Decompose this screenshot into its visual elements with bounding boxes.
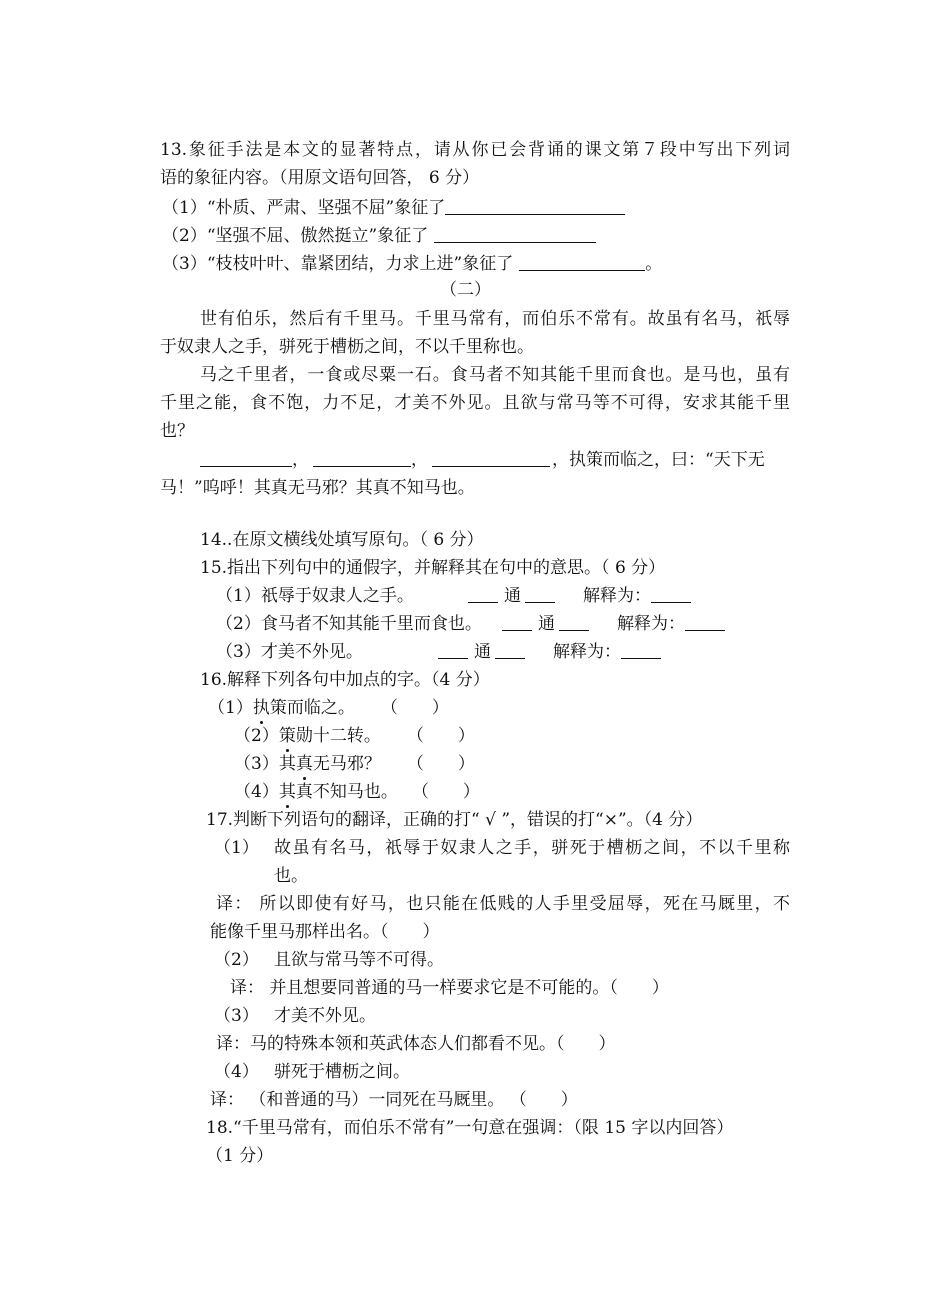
answer-blank[interactable] [525, 586, 555, 603]
q13-line2: 语的象征内容。（用原文语句回答， 6 分） [160, 168, 480, 188]
q17-trans-1-line2: 能像千里马那样出名。（ ） [210, 922, 440, 942]
q15-item-2 [216, 614, 725, 634]
q13-item-3-end: 。 [645, 254, 663, 274]
passage-p2-line1: 马之千里者，一食或尽粟一石。食马者不知其能千里而食也。是马也，虽有 [200, 365, 790, 385]
q16-item-4 [234, 782, 480, 802]
q16-item-2 [234, 726, 475, 746]
q17-item-3: 才美不外见。 [274, 1006, 376, 1026]
q16-item-post: 策而临之。 [269, 698, 355, 718]
q17-item-1-num: （1） [214, 838, 259, 858]
passage-p1-line2: 于奴隶人之手，骈死于槽枥之间，不以千里称也。 [160, 337, 534, 357]
dotted-char: 执 [252, 698, 270, 718]
q15-item-1-sentence: （1）祇辱于奴隶人之手。 [216, 586, 414, 606]
q16-item-1 [208, 698, 449, 718]
q17-item-1-line1: 故虽有名马，祇辱于奴隶人之手，骈死于槽枥之间，不以千里称 [274, 838, 790, 858]
q16-item-num: （3） [234, 754, 279, 774]
q13-item-2-text: （2）“坚强不屈、傲然挺立”象征了 [162, 226, 429, 246]
passage-comma-2: ， [411, 450, 428, 470]
answer-blank[interactable] [651, 586, 691, 603]
passage-p1-line1: 世有伯乐，然后有千里马。千里马常有，而伯乐不常有。故虽有名马，祇辱 [200, 309, 790, 329]
passage-comma-1: ， [292, 450, 309, 470]
section-heading: （二） [440, 280, 491, 300]
fill-blank-1[interactable] [200, 450, 292, 467]
q17-item-3-num: （3） [214, 1006, 259, 1026]
passage-p3-rest: ，执策而临之，曰：“天下无 [552, 450, 765, 470]
q18-line1: 18.“千里马常有，而伯乐不常有”一句意在强调：（限 15 字以内回答） [206, 1118, 734, 1138]
q16-item-num: （2） [234, 726, 279, 746]
answer-paren[interactable]: （ ） [380, 698, 449, 718]
q15-item-3-sentence: （3）才美不外见。 [216, 642, 363, 662]
fill-blank-3[interactable] [432, 450, 550, 467]
answer-paren[interactable]: （ ） [411, 782, 480, 802]
q17-title: 17.判断下列语句的翻译，正确的打“ √ ”，错误的打“×”。（4 分） [206, 810, 703, 830]
q18-line2: （1 分） [206, 1146, 274, 1166]
q16-item-post: 真不知马也。 [295, 782, 398, 802]
q13-item-1-text: （1）“朴质、严肃、坚强不屈”象征了 [162, 198, 446, 218]
tong-label: 通 [538, 614, 555, 634]
dotted-char: 真 [295, 754, 313, 774]
q16-item-pre: 其 [278, 754, 296, 774]
passage-p3-line2: 马！”呜呼！其真无马邪？其真不知马也。 [160, 478, 475, 498]
explain-label: 解释为： [583, 586, 651, 606]
q17-trans-2: 译： 并且想要同普通的马一样要求它是不可能的。（ ） [230, 978, 669, 998]
answer-blank[interactable] [495, 642, 525, 659]
explain-label: 解释为： [553, 642, 621, 662]
q15-item-2-sentence: （2）食马者不知其能千里而食也。 [216, 614, 482, 634]
fill-blank-2[interactable] [313, 450, 411, 467]
answer-paren[interactable]: （ ） [406, 754, 475, 774]
answer-blank[interactable] [434, 226, 596, 243]
q16-item-post: 无马邪？ [312, 754, 381, 774]
answer-blank[interactable] [438, 642, 468, 659]
q17-trans-3: 译：马的特殊本领和英武体态人们都看不见。（ ） [216, 1034, 616, 1054]
answer-blank[interactable] [559, 614, 589, 631]
q13-line1: 13.象征手法是本文的显著特点，请从你已会背诵的课文第７段中写出下列词 [160, 140, 790, 160]
answer-paren[interactable]: （ ） [406, 726, 475, 746]
q15-item-3 [216, 642, 661, 662]
explain-label: 解释为： [617, 614, 685, 634]
q16-item-num: （4） [234, 782, 279, 802]
q13-item-3 [162, 254, 662, 274]
q17-item-4: 骈死于槽枥之间。 [274, 1062, 410, 1082]
q16-item-num: （1） [208, 698, 253, 718]
q17-item-4-num: （4） [214, 1062, 259, 1082]
q13-item-3-text: （3）“枝枝叶叶、靠紧团结，力求上进”象征了 [162, 254, 514, 274]
q16-item-post: 勋十二转。 [295, 726, 381, 746]
answer-blank[interactable] [468, 586, 498, 603]
dotted-char: 其 [278, 782, 296, 802]
answer-blank[interactable] [519, 254, 645, 271]
answer-blank[interactable] [445, 198, 625, 215]
passage-p2-line2: 千里之能，食不饱，力不足，才美不外见。且欲与常马等不可得，安求其能千里 [160, 393, 790, 413]
q13-item-1 [162, 198, 625, 218]
q16-title: 16.解释下列各句中加点的字。（4 分） [200, 670, 490, 690]
q17-item-2-num: （2） [214, 950, 259, 970]
answer-blank[interactable] [621, 642, 661, 659]
q14-title: 14..在原文横线处填写原句。（ 6 分） [200, 530, 484, 550]
q16-item-3 [234, 754, 475, 774]
tong-label: 通 [504, 586, 521, 606]
q15-title: 15.指出下列句中的通假字，并解释其在句中的意思。（ 6 分） [200, 558, 666, 578]
answer-blank[interactable] [502, 614, 532, 631]
q17-item-1-line2: 也。 [274, 866, 308, 886]
passage-p3-line1 [200, 450, 765, 470]
dotted-char: 策 [278, 726, 296, 746]
q17-trans-4: 译： （和普通的马）一同死在马厩里。 （ ） [210, 1090, 578, 1110]
q17-item-2: 且欲与常马等不可得。 [274, 950, 444, 970]
tong-label: 通 [474, 642, 491, 662]
answer-blank[interactable] [685, 614, 725, 631]
q17-trans-1-line1: 译： 所以即使有好马，也只能在低贱的人手里受屈辱，死在马厩里，不 [216, 894, 790, 914]
passage-p2-line3: 也？ [160, 421, 194, 441]
q15-item-1 [216, 586, 691, 606]
q13-item-2 [162, 226, 596, 246]
